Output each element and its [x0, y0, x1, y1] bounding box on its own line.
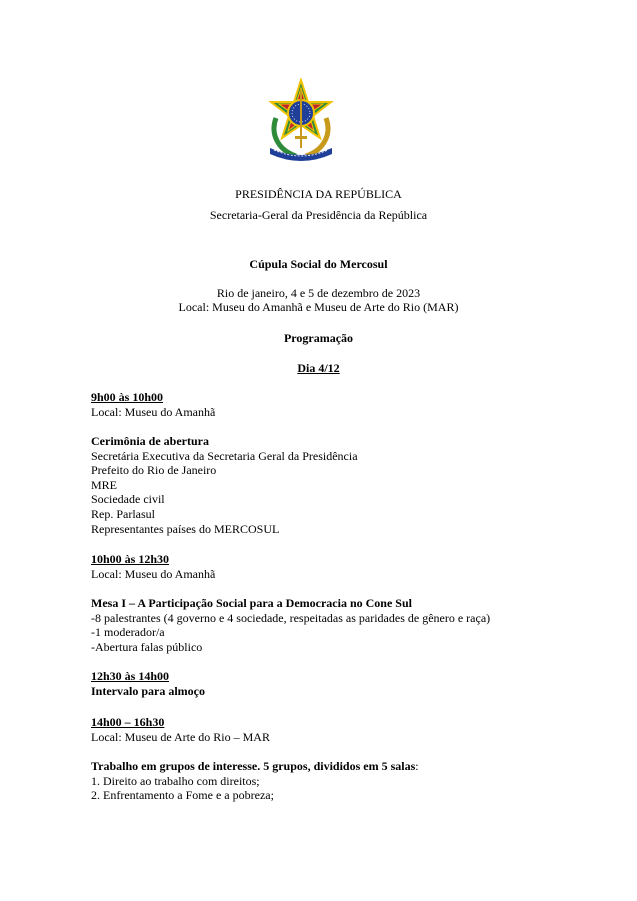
event-title: Cúpula Social do Mercosul [249, 257, 388, 271]
session-time: 9h00 às 10h00 [91, 390, 164, 404]
session-block [91, 759, 419, 803]
list-item: -8 palestrantes (4 governo e 4 sociedade, respeitadas as paridades de gênero e raça) [91, 610, 491, 625]
session-location: Local: Museu de Arte do Rio – MAR [91, 729, 270, 744]
event-venue: Local: Museu do Amanhã e Museu de Arte do Rio (MAR) [178, 300, 459, 314]
session-block [91, 552, 215, 581]
session-time: 12h30 às 14h00 [91, 669, 170, 683]
day-heading: Dia 4/12 [297, 361, 340, 375]
list-item: 2. Enfrentamento a Fome e a pobreza; [91, 788, 274, 803]
session-title: Cerimônia de abertura [91, 434, 209, 448]
session-block [91, 390, 215, 419]
session-block [91, 715, 270, 744]
list-item: Rep. Parlasul [91, 506, 155, 521]
session-time: 14h00 – 16h30 [91, 715, 165, 729]
event-date: Rio de janeiro, 4 e 5 de dezembro de 2023 [216, 286, 421, 300]
session-block [91, 669, 205, 698]
session-location: Local: Museu do Amanhã [91, 566, 216, 581]
list-item: -Abertura falas público [91, 639, 203, 654]
session-time: 10h00 às 12h30 [91, 552, 170, 566]
list-item: Prefeito do Rio de Janeiro [91, 463, 217, 478]
program-heading: Programação [283, 331, 354, 345]
session-location: Local: Museu do Amanhã [91, 404, 216, 419]
list-item: Representantes países do MERCOSUL [91, 521, 280, 536]
list-item: Sociedade civil [91, 492, 165, 507]
session-title: Mesa I – A Participação Social para a Democracia no Cone Sul [91, 596, 412, 610]
list-item: -1 moderador/a [91, 625, 165, 640]
session-title: Trabalho em grupos de interesse. 5 grupos, divididos em 5 salas [91, 759, 416, 773]
list-item: Secretária Executiva da Secretaria Geral da Presidência [91, 448, 358, 463]
session-block [91, 434, 358, 536]
presidency-heading: PRESIDÊNCIA DA REPÚBLICA [235, 187, 402, 201]
title-suffix: : [415, 759, 419, 773]
list-item: 1. Direito ao trabalho com direitos; [91, 773, 260, 788]
secretariat-heading: Secretaria-Geral da Presidência da República [209, 208, 428, 222]
session-block [91, 596, 490, 654]
brazil-coat-of-arms-icon [262, 78, 340, 164]
session-title: Intervalo para almoço [91, 683, 205, 698]
list-item: MRE [91, 477, 118, 492]
